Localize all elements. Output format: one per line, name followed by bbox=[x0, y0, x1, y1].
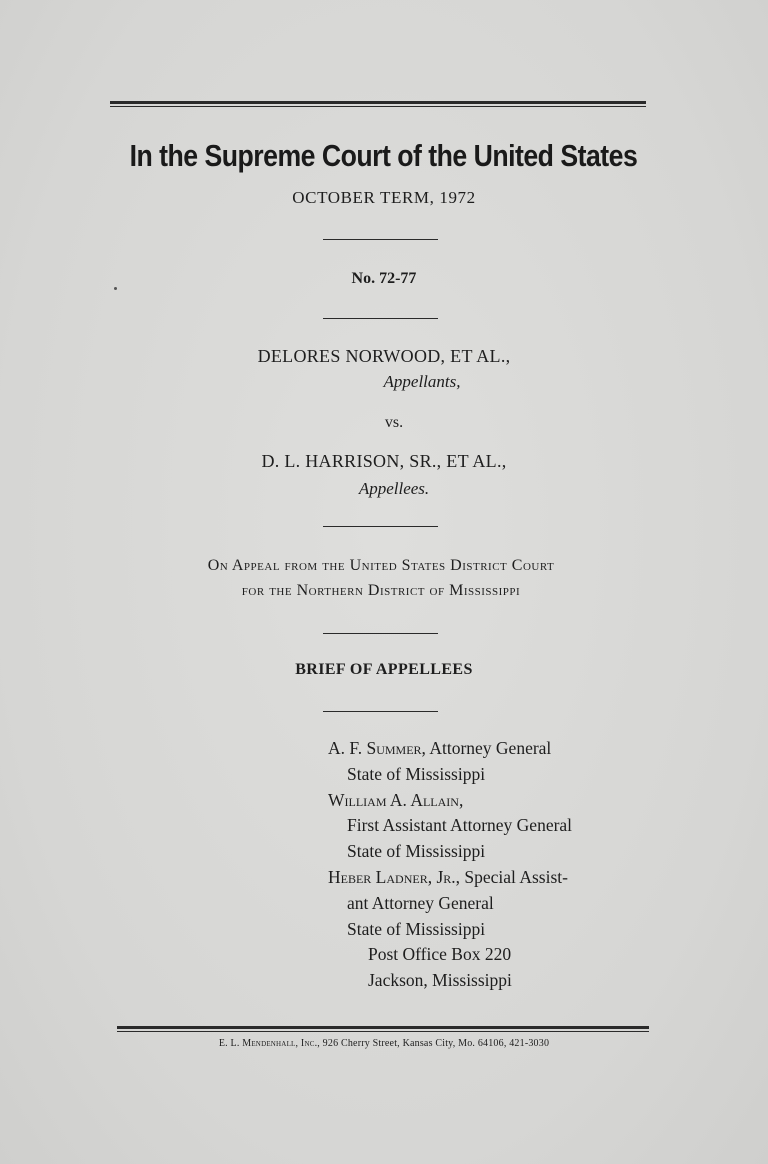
divider-rule-3 bbox=[323, 526, 438, 527]
divider-rule-1 bbox=[323, 239, 438, 240]
counsel-line bbox=[328, 788, 668, 814]
counsel-block bbox=[328, 736, 668, 994]
counsel-line bbox=[328, 865, 668, 891]
counsel-state: State of Mississippi bbox=[347, 841, 486, 862]
bottom-double-rule bbox=[117, 1026, 649, 1032]
counsel-title: Attorney General bbox=[425, 738, 552, 758]
appellees-name: D. L. HARRISON, SR., ET AL., bbox=[261, 451, 507, 471]
divider-rule-5 bbox=[323, 711, 438, 712]
appeal-line-1: On Appeal from the United States District Court bbox=[207, 557, 555, 574]
counsel-title-continued: ant Attorney General bbox=[347, 892, 494, 913]
counsel-line bbox=[328, 736, 668, 762]
appellants-role: Appellants, bbox=[383, 372, 461, 391]
top-double-rule bbox=[110, 101, 646, 107]
divider-rule-4 bbox=[323, 633, 438, 634]
appellants-name: DELORES NORWOOD, ET AL., bbox=[257, 346, 511, 366]
printer-address: 926 Cherry Street, Kansas City, Mo. 64106, 421-3030 bbox=[319, 1038, 550, 1049]
appellees-role: Appellees. bbox=[358, 479, 430, 498]
appeal-line-2: for the Northern District of Mississippi bbox=[241, 582, 521, 599]
counsel-title: Special Assist- bbox=[460, 866, 568, 887]
counsel-title: First Assistant Attorney General bbox=[347, 815, 573, 836]
printer-imprint bbox=[0, 1038, 768, 1049]
term-line: OCTOBER TERM, 1972 bbox=[292, 188, 476, 207]
counsel-name: William A. Allain, bbox=[328, 789, 464, 810]
versus: vs. bbox=[384, 414, 404, 431]
court-title: In the Supreme Court of the United States bbox=[129, 138, 638, 173]
counsel-name: Heber Ladner, Jr., bbox=[328, 866, 461, 887]
counsel-state: State of Mississippi bbox=[347, 763, 486, 784]
counsel-po-box: Post Office Box 220 bbox=[368, 944, 512, 965]
case-number: No. 72-77 bbox=[351, 270, 417, 287]
divider-rule-2 bbox=[323, 318, 438, 319]
counsel-city: Jackson, Mississippi bbox=[368, 970, 512, 991]
brief-title: BRIEF OF APPELLEES bbox=[295, 661, 473, 678]
counsel-name: A. F. Summer, bbox=[328, 738, 426, 758]
counsel-state: State of Mississippi bbox=[347, 918, 486, 939]
printer-name: E. L. Mendenhall, Inc., bbox=[218, 1038, 320, 1049]
